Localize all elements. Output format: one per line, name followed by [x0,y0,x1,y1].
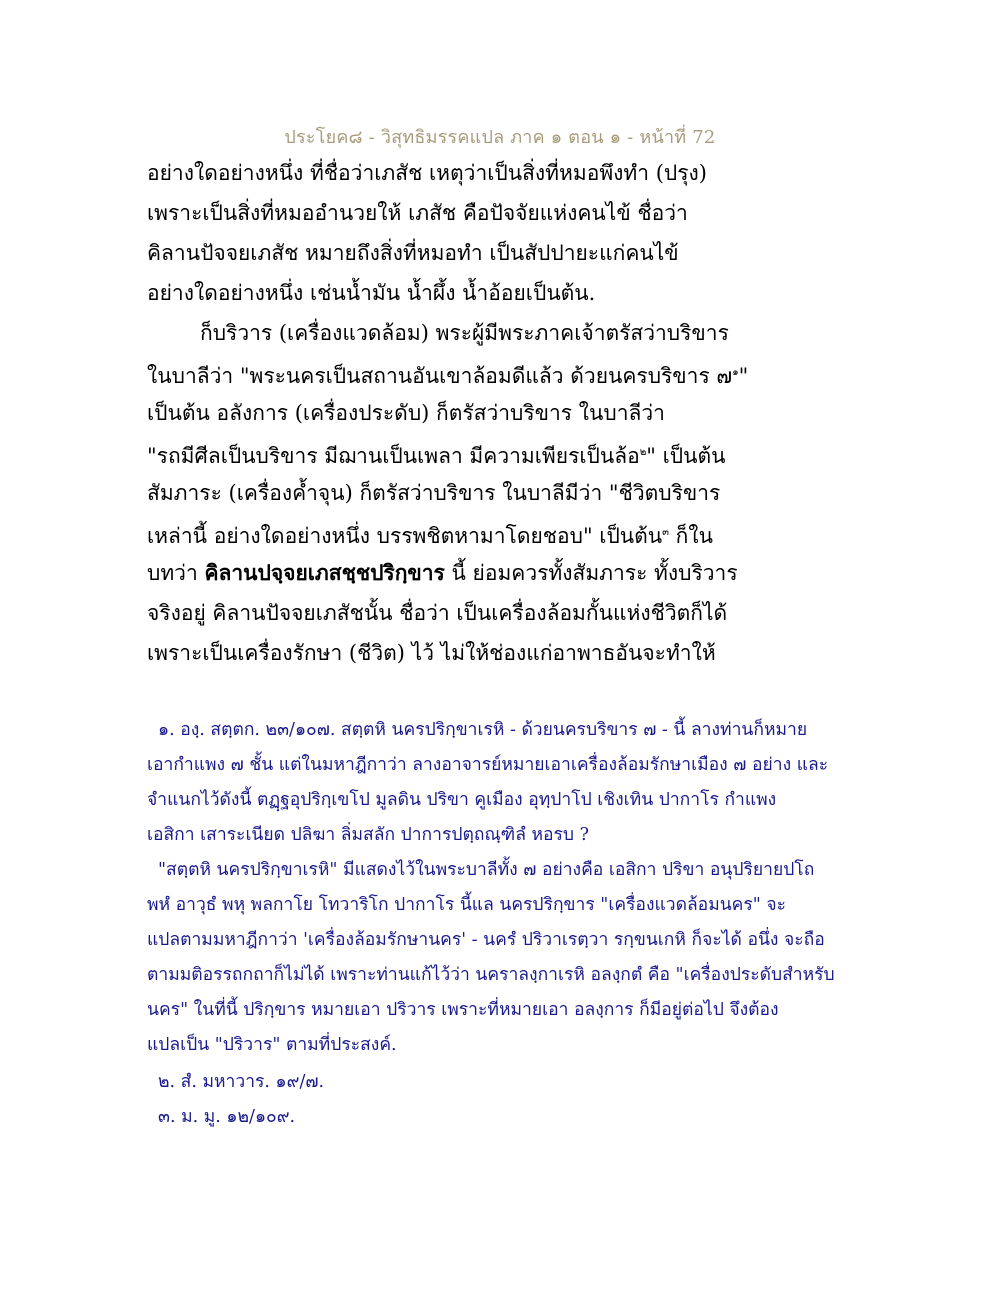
footnote-line: ๑. องฺ. สตฺตก. ๒๓/๑๐๗. สตฺตหิ นครปริกฺขาเรหิ - ด้วยนครบริขาร ๗ - นี้ ลางท่านก็หมาย [158,720,808,740]
footnote-line: ๒. สํ. มหาวาร. ๑๙/๗. [158,1072,325,1092]
body-line: อย่างใดอย่างหนึ่ง ที่ชื่อว่าเภสัช เหตุว่าเป็นสิ่งที่หมอพึงทำ (ปรุง) [147,161,707,185]
body-line: สัมภาระ (เครื่องค้ำจุน) ก็ตรัสว่าบริขาร ในบาลีมีว่า "ชีวิตบริขาร [147,481,721,505]
body-text: ก็ใน [669,524,713,548]
body-line: เพราะเป็นเครื่องรักษา (ชีวิต) ไว้ ไม่ให้ช่องแก่อาพาธอันจะทำให้ [147,641,716,665]
body-line: เพราะเป็นสิ่งที่หมออำนวยให้ เภสัช คือปัจจัยแห่งคนไข้ ชื่อว่า [147,201,688,225]
footnote-ref: ๓ [662,527,669,538]
footnote-line: แปลตามมหาฎีกาว่า 'เครื่องล้อมรักษานคร' - นครํ ปริวาเรตฺวา รกฺขนเกหิ ก็จะได้ อนึ่ง จะถือ [147,930,825,950]
body-line [147,440,726,469]
footnote-line: พหํ อาวุธํ พหุ พลกาโย โทวาริโก ปากาโร นี้แล นครปริกฺขาร "เครื่องแวดล้อมนคร" จะ [147,895,787,915]
bold-term: คิลานปจฺจยเภสชฺชปริกฺขาร [204,560,445,585]
body-line [147,560,738,586]
body-text: ในบาลีว่า "พระนครเป็นสถานอันเขาล้อมดีแล้ว ด้วยนครบริขาร ๗ [147,364,733,388]
footnote-ref: ๒ [639,447,647,458]
body-line: ก็บริวาร (เครื่องแวดล้อม) พระผู้มีพระภาคเจ้าตรัสว่าบริขาร [200,321,729,345]
body-line [147,360,749,389]
body-text: " เป็นต้น [646,444,726,468]
footnote-line: เอสิกา เสาระเนียด ปลิฆา ลิ่มสลัก ปาการปตฺถณฺฑิลํ หอรบ ? [147,825,589,845]
body-text: นี้ ย่อมควรทั้งสัมภาระ ทั้งบริวาร [444,561,738,585]
footnote-line: นคร" ในที่นี้ ปริกฺขาร หมายเอา ปริวาร เพราะที่หมายเอา อลงฺการ ก็มีอยู่ต่อไป จึงต้อง [147,1000,779,1020]
body-line: คิลานปัจจยเภสัช หมายถึงสิ่งที่หมอทำ เป็นสัปปายะแก่คนไข้ [147,241,679,265]
body-text: " [738,364,749,388]
body-text: "รถมีศีลเป็นบริขาร มีฌานเป็นเพลา มีความเพียรเป็นล้อ [147,444,640,468]
page-header: ประโยค๘ - วิสุทธิมรรคแปล ภาค ๑ ตอน ๑ - หน้าที่ 72 [284,127,716,148]
footnote-line: จำแนกไว้ดังนี้ ตฏฺฐอุปริกฺเขโป มูลดิน ปริขา คูเมือง อุทฺปาโป เชิงเทิน ปากาโร กำแพง [147,790,777,810]
footnote-line: เอากำแพง ๗ ชั้น แต่ในมหาฎีกาว่า ลางอาจารย์หมายเอาเครื่องล้อมรักษาเมือง ๗ อย่าง และ [147,755,829,775]
footnote-line: "สตฺตหิ นครปริกฺขาเรหิ" มีแสดงไว้ในพระบาลีทั้ง ๗ อย่างคือ เอสิกา ปริขา อนุปริยายปโถ [158,860,815,880]
body-line: เป็นต้น อลังการ (เครื่องประดับ) ก็ตรัสว่าบริขาร ในบาลีว่า [147,401,665,425]
body-line [147,520,713,549]
footnote-line: แปลเป็น "ปริวาร" ตามที่ประสงค์. [147,1035,397,1055]
body-line: จริงอยู่ คิลานปัจจยเภสัชนั้น ชื่อว่า เป็นเครื่องล้อมกั้นแห่งชีวิตก็ได้ [147,601,728,625]
body-line: อย่างใดอย่างหนึ่ง เช่นน้ำมัน น้ำผึ้ง น้ำอ้อยเป็นต้น. [147,281,596,305]
body-text: เหล่านี้ อย่างใดอย่างหนึ่ง บรรพชิตหามาโดยชอบ" เป็นต้น [147,524,663,548]
body-text: บทว่า [147,561,205,585]
footnote-ref: ๑ [732,367,739,378]
footnote-line: ๓. ม. มู. ๑๒/๑๐๙. [158,1107,296,1127]
footnote-line: ตามมติอรรถกถาก็ไม่ได้ เพราะท่านแก้ไว้ว่า นคราลงฺกาเรหิ อลงฺกตํ คือ "เครื่องประดับสำหรับ [147,965,835,985]
